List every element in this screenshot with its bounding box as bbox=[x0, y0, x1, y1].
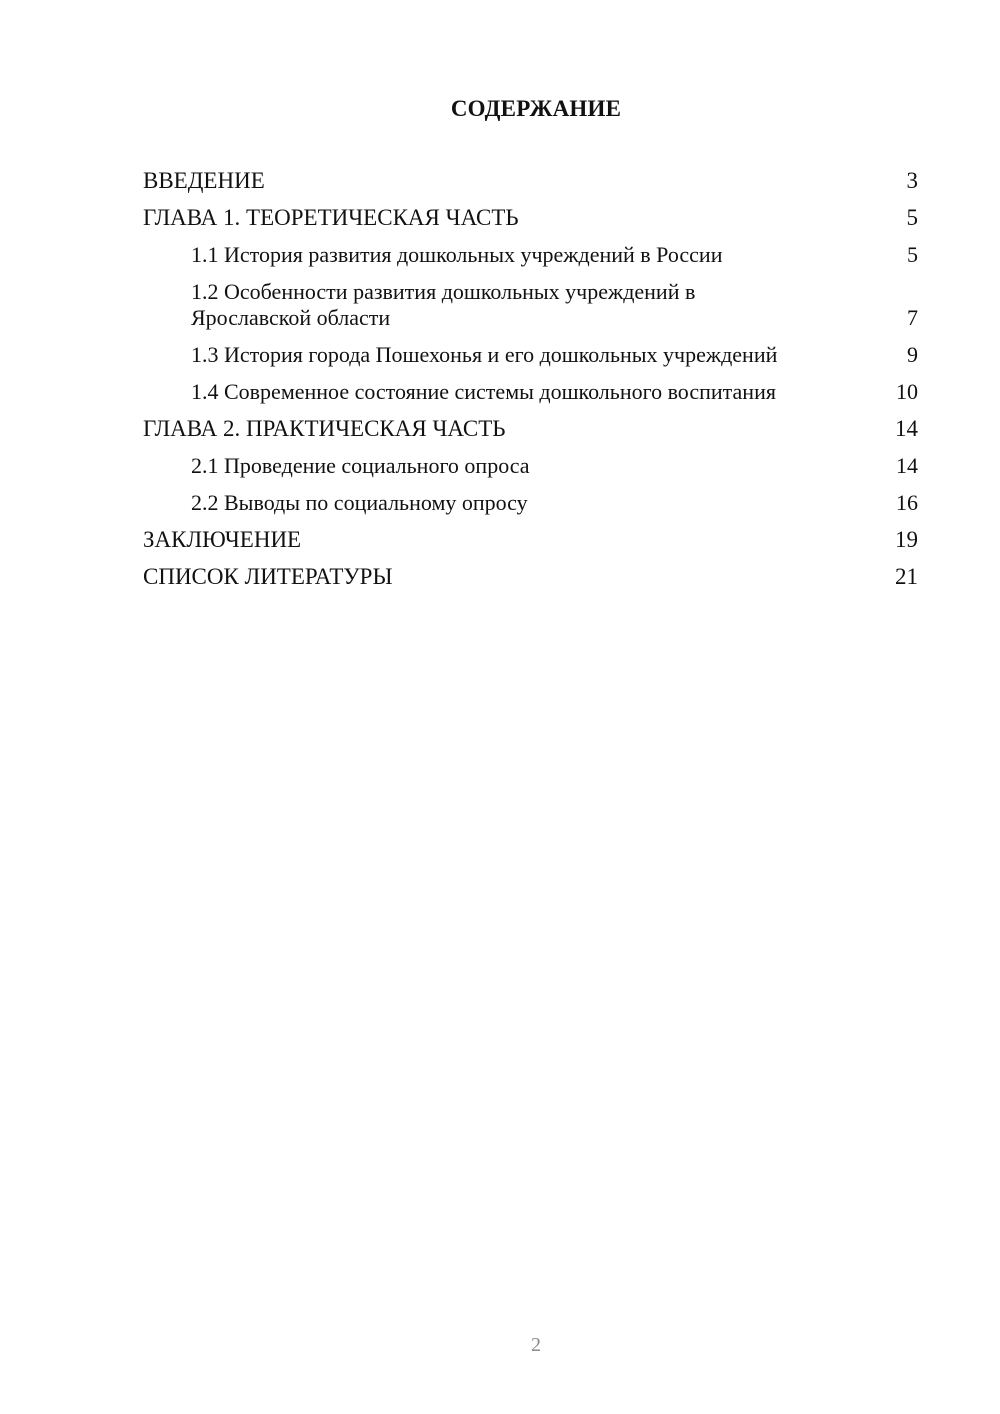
toc-entry-page: 14 bbox=[896, 453, 918, 478]
toc-entry-text: ГЛАВА 1. ТЕОРЕТИЧЕСКАЯ ЧАСТЬ bbox=[143, 205, 519, 230]
toc-entry-text: ГЛАВА 2. ПРАКТИЧЕСКАЯ ЧАСТЬ bbox=[143, 416, 506, 441]
toc-entry-text: ЗАКЛЮЧЕНИЕ bbox=[143, 527, 302, 552]
toc-entry-text: 2.2 Выводы по социальному опросу bbox=[191, 490, 528, 515]
toc-entry-section-2-1[interactable] bbox=[143, 453, 918, 479]
page-title: СОДЕРЖАНИЕ bbox=[450, 96, 622, 121]
toc-entry-page: 7 bbox=[907, 305, 918, 330]
toc-entry-page: 3 bbox=[906, 168, 918, 193]
toc-entry-introduction[interactable] bbox=[143, 168, 918, 194]
toc-entry-page: 5 bbox=[906, 205, 918, 230]
toc-entry-references[interactable] bbox=[143, 564, 918, 590]
toc-entry-page: 5 bbox=[907, 242, 918, 267]
toc-entry-page: 19 bbox=[895, 527, 918, 552]
table-of-contents bbox=[143, 168, 918, 601]
toc-entry-page: 21 bbox=[895, 564, 918, 589]
toc-entry-page: 9 bbox=[907, 342, 918, 367]
toc-entry-chapter-1[interactable] bbox=[143, 205, 918, 231]
toc-entry-section-1-4[interactable] bbox=[143, 379, 918, 405]
toc-entry-text: 1.4 Современное состояние системы дошкольного воспитания bbox=[191, 379, 776, 404]
toc-entry-conclusion[interactable] bbox=[143, 527, 918, 553]
toc-entry-text: 1.2 Особенности развития дошкольных учреждений в Ярославской области bbox=[191, 279, 696, 330]
toc-entry-text: СПИСОК ЛИТЕРАТУРЫ bbox=[143, 564, 393, 589]
toc-entry-section-1-2[interactable] bbox=[143, 279, 918, 331]
toc-entry-text: 2.1 Проведение социального опроса bbox=[191, 453, 530, 478]
page-number: 2 bbox=[531, 1334, 541, 1356]
toc-entry-page: 14 bbox=[895, 416, 918, 441]
toc-entry-section-1-1[interactable] bbox=[143, 242, 918, 268]
toc-entry-text: 1.3 История города Пошехонья и его дошкольных учреждений bbox=[191, 342, 778, 367]
toc-entry-page: 10 bbox=[896, 379, 918, 404]
toc-entry-text: ВВЕДЕНИЕ bbox=[143, 168, 265, 193]
toc-entry-text: 1.1 История развития дошкольных учреждений в России bbox=[191, 242, 723, 267]
toc-entry-section-1-3[interactable] bbox=[143, 342, 918, 368]
toc-entry-chapter-2[interactable] bbox=[143, 416, 918, 442]
toc-entry-page: 16 bbox=[896, 490, 918, 515]
toc-entry-section-2-2[interactable] bbox=[143, 490, 918, 516]
